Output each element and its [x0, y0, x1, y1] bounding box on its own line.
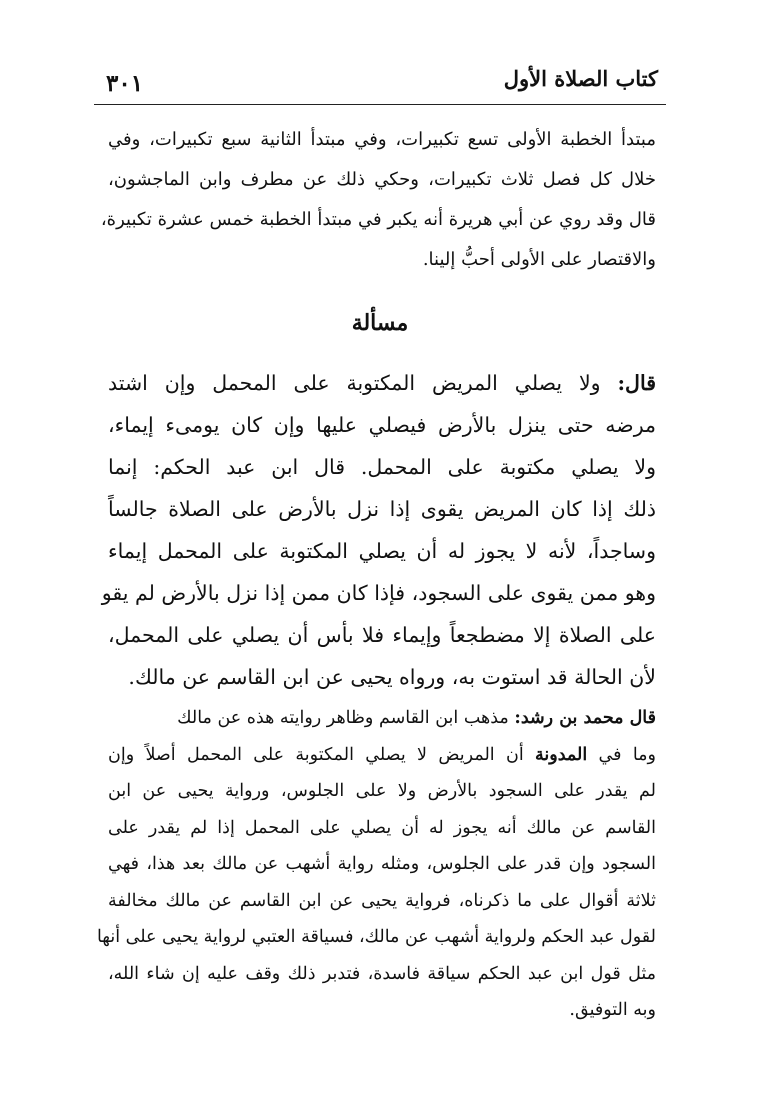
main-lead: قال:: [617, 371, 656, 395]
section-heading: مسألة: [351, 310, 409, 336]
text-line: وهو ممن يقوى على السجود، فإذا كان ممن إذا نزل بالأرض لم يقو: [101, 581, 656, 605]
page-number: ٣٠١: [106, 70, 144, 97]
text-line: مثل قول ابن عبد الحكم سياقة فاسدة، فتدبر ذلك وقف عليه إن شاء الله،: [108, 963, 656, 984]
text-line: [108, 362, 656, 404]
text-line: خلال كل فصل ثلاث تكبيرات، وحكي ذلك عن مطرف وابن الماجشون،: [108, 169, 656, 190]
text-line: لأن الحالة قد استوت به، ورواه يحيى عن ابن القاسم عن مالك.: [128, 665, 656, 689]
text-line: لقول عبد الحكم ولرواية أشهب عن مالك، فسياقة العتبي لرواية يحيى على أنها: [96, 927, 656, 947]
text-line: ثلاثة أقوال على ما ذكرناه، فرواية يحيى عن ابن القاسم عن مالك مخالفة: [108, 890, 656, 911]
main-first-line: ولا يصلي المريض المكتوبة على المحمل وإن اشتد: [108, 371, 601, 395]
text-line: السجود وإن قدر على الجلوس، ومثله رواية أشهب عن مالك بعد هذا، فهي: [108, 854, 656, 874]
running-header: [94, 56, 666, 105]
text-line: مرضه حتى ينزل بالأرض فيصلي عليها وإن كان يومىء إيماء،: [108, 413, 656, 437]
commentary-second-line-rest: أن المريض لا يصلي المكتوبة على المحمل أصلاً وإن: [108, 744, 524, 765]
book-title: كتاب الصلاة الأول: [503, 66, 658, 91]
main-paragraph: [101, 362, 656, 698]
text-line: القاسم عن مالك أنه يجوز له أن يصلي على المحمل إذا لم يقدر على: [108, 817, 656, 838]
commentary-first-line: مذهب ابن القاسم وظاهر روايته هذه عن مالك: [177, 708, 509, 728]
text-line: على الصلاة إلا مضطجعاً وإيماء فلا بأس أن يصلي على المحمل،: [108, 623, 656, 647]
text-line: [108, 700, 656, 737]
commentary-second-line-start: وما في: [598, 744, 656, 765]
commentary-lead: قال محمد بن رشد:: [514, 708, 656, 728]
text-line: ولا يصلي مكتوبة على المحمل. قال ابن عبد الحكم: إنما: [108, 455, 656, 479]
text-line: قال وقد روي عن أبي هريرة أنه يكبر في مبتدأ الخطبة خمس عشرة تكبيرة،: [100, 209, 656, 230]
text-line: لم يقدر على السجود بالأرض ولا على الجلوس، ورواية يحيى عن ابن: [108, 781, 656, 801]
text-line: وبه التوفيق.: [569, 1000, 656, 1020]
commentary-paragraph: [96, 700, 656, 1029]
text-line: وساجداً، لأنه لا يجوز له أن يصلي المكتوبة على المحمل إيماء: [108, 539, 656, 563]
text-line: مبتدأ الخطبة الأولى تسع تكبيرات، وفي مبتدأ الثانية سبع تكبيرات، وفي: [108, 129, 656, 150]
text-line: [108, 737, 656, 774]
mudawwana-title: المدونة: [535, 744, 588, 765]
text-line: والاقتصار على الأولى أحبُّ إلينا.: [422, 249, 656, 270]
intro-paragraph: [100, 120, 656, 280]
text-line: ذلك إذا كان المريض يقوى إذا نزل بالأرض على الصلاة جالساً: [108, 497, 656, 521]
